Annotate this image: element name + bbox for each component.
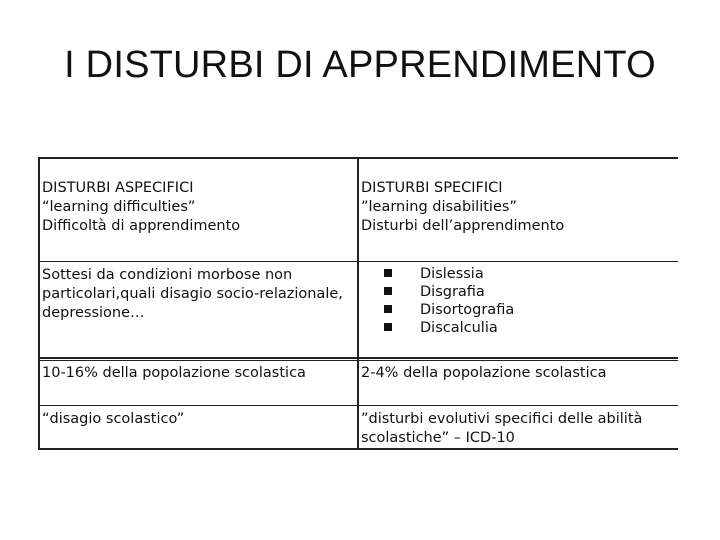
table-cell-text: ”disturbi evolutivi specifici delle abilità — [361, 411, 643, 427]
disorder-list — [384, 265, 514, 337]
table-cell-text: DISTURBI SPECIFICI — [361, 180, 503, 196]
table-border-left — [38, 157, 40, 450]
square-bullet-icon — [384, 269, 392, 277]
table-cell-text: depressione… — [42, 305, 145, 321]
list-item-label: Dislessia — [420, 266, 484, 282]
table-cell-text: Sottesi da condizioni morbose non — [42, 267, 293, 283]
slide-title: I DISTURBI DI APPRENDIMENTO — [64, 44, 656, 86]
square-bullet-icon — [384, 323, 392, 331]
table-cell-text: DISTURBI ASPECIFICI — [42, 180, 194, 196]
list-item — [384, 265, 514, 283]
table-cell-text: Disturbi dell’apprendimento — [361, 218, 565, 234]
list-item — [384, 301, 514, 319]
square-bullet-icon — [384, 305, 392, 313]
table-cell-text: “learning difficulties” — [42, 199, 196, 215]
comparison-table — [38, 157, 678, 450]
table-cell-text: “disagio scolastico” — [42, 411, 185, 427]
table-cell-text: scolastiche” – ICD-10 — [361, 430, 515, 446]
list-item-label: Disortografia — [420, 302, 515, 318]
table-cell-text: Difficoltà di apprendimento — [42, 218, 241, 234]
square-bullet-icon — [384, 287, 392, 295]
list-item-label: Discalculia — [420, 320, 498, 336]
table-cell-text: 10-16% della popolazione scolastica — [42, 365, 306, 381]
table-cell-text: 2-4% della popolazione scolastica — [361, 365, 607, 381]
table-cell-text: ”learning disabilities” — [361, 199, 517, 215]
list-item-label: Disgrafia — [420, 284, 485, 300]
list-item — [384, 319, 514, 337]
table-cell-text: particolari,quali disagio socio-relazionale, — [42, 286, 343, 302]
list-item — [384, 283, 514, 301]
column-divider — [357, 157, 359, 450]
